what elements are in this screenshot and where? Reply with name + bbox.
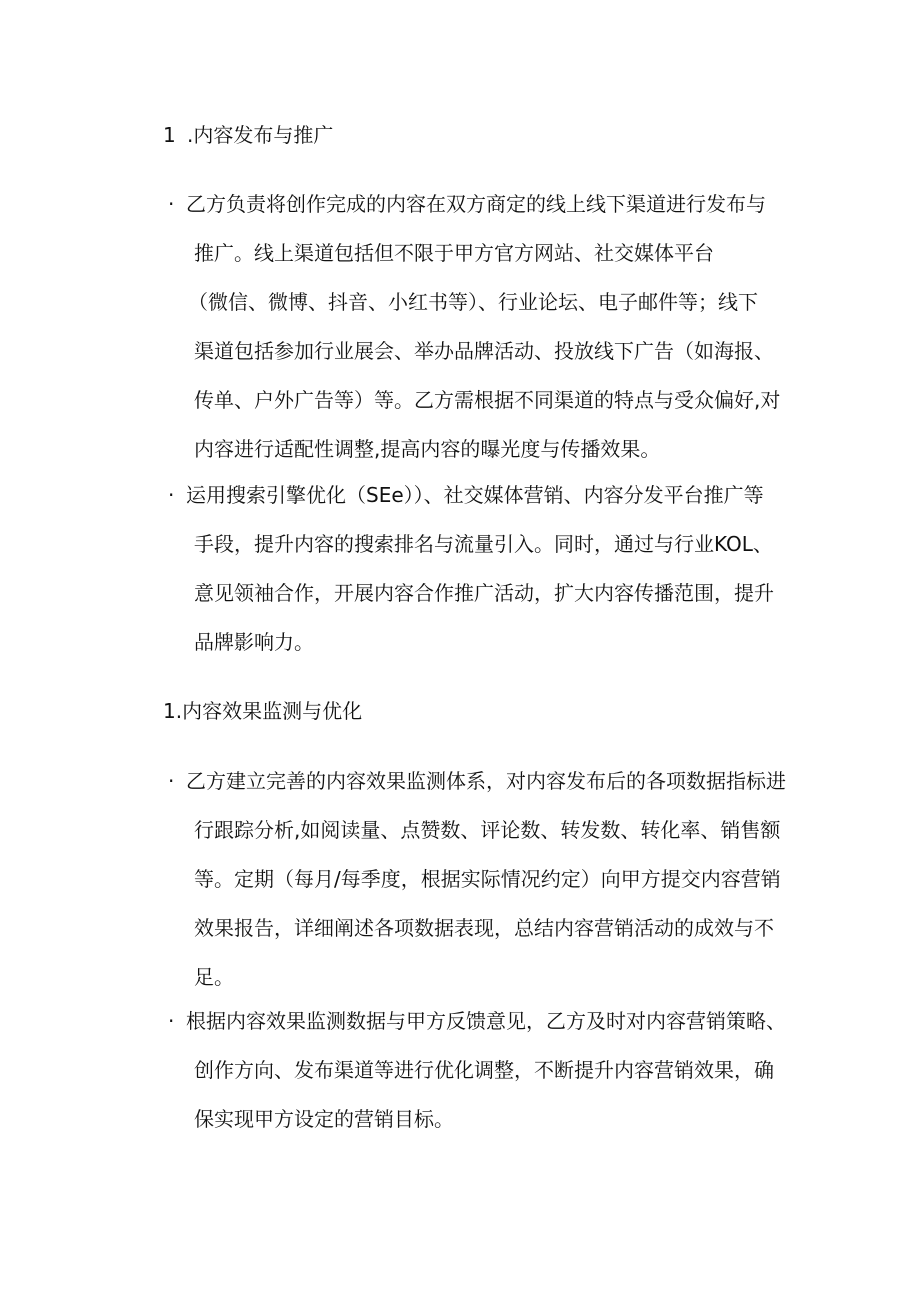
paragraph-line: 等。定期（每月/每季度，根据实际情况约定）向甲方提交内容营销: [194, 867, 781, 891]
paragraph-line: 内容进行适配性调整,提高内容的曝光度与传播效果。: [194, 437, 661, 461]
paragraph-line: 传单、户外广告等）等。乙方需根据不同渠道的特点与受众偏好,对: [194, 388, 781, 412]
list-item: [168, 757, 808, 1002]
paragraph-line: 乙方负责将创作完成的内容在双方商定的线上线下渠道进行发布与: [186, 192, 766, 216]
paragraph-line: 推广。线上渠道包括但不限于甲方官方网站、社交媒体平台: [194, 241, 714, 265]
bullet-mark: ·: [168, 483, 175, 507]
paragraph-line: （微信、微博、抖音、小红书等）、行业论坛、电子邮件等；线下: [188, 290, 758, 314]
section-heading-content-monitoring: [163, 697, 362, 725]
section-number: 1: [163, 123, 176, 147]
paragraph-line: 手段，提升内容的搜索排名与流量引入。同时，通过与行业KOL、: [194, 532, 773, 556]
list-item: [168, 997, 808, 1144]
paragraph-line: 创作方向、发布渠道等进行优化调整，不断提升内容营销效果，确: [194, 1058, 774, 1082]
section-title: .内容发布与推广: [187, 123, 334, 147]
paragraph-line: 根据内容效果监测数据与甲方反馈意见，乙方及时对内容营销策略、: [186, 1009, 786, 1033]
bullet-mark: ·: [168, 192, 175, 216]
bullet-mark: ·: [168, 769, 175, 793]
bullet-mark: ·: [168, 1009, 175, 1033]
paragraph-line: 渠道包括参加行业展会、举办品牌活动、投放线下广告（如海报、: [194, 339, 774, 363]
paragraph-line: 效果报告，详细阐述各项数据表现，总结内容营销活动的成效与不: [194, 916, 774, 940]
paragraph-line: 保实现甲方设定的营销目标。: [194, 1107, 454, 1131]
paragraph-line: 意见领袖合作，开展内容合作推广活动，扩大内容传播范围，提升: [194, 581, 774, 605]
list-item: [168, 180, 808, 474]
paragraph-line: 运用搜索引擎优化（SEe））、社交媒体营销、内容分发平台推广等: [186, 483, 764, 507]
paragraph-line: 品牌影响力。: [194, 630, 314, 654]
section-heading-content-publishing: [163, 121, 333, 149]
paragraph-line: 行跟踪分析,如阅读量、点赞数、评论数、转发数、转化率、销售额: [194, 818, 781, 842]
section-title: 1.内容效果监测与优化: [163, 699, 363, 723]
list-item: [168, 471, 808, 667]
paragraph-line: 足。: [194, 965, 234, 989]
paragraph-line: 乙方建立完善的内容效果监测体系，对内容发布后的各项数据指标进: [186, 769, 786, 793]
